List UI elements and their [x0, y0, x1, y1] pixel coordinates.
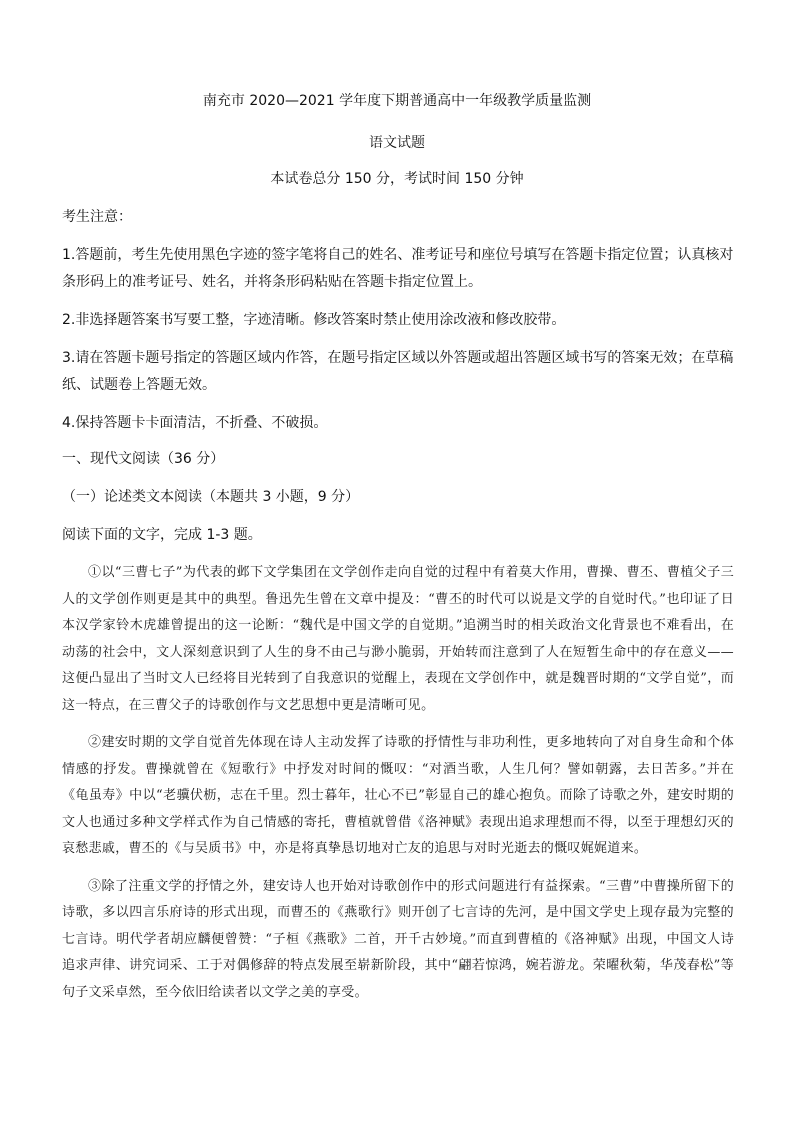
notice-item: 3.请在答题卡题号指定的答题区域内作答，在题号指定区域以外答题或超出答题区域书写的答案无效；在草稿纸、试题卷上答题无效。: [62, 350, 734, 393]
passage-paragraph: ①以“三曹七子”为代表的邺下文学集团在文学创作走向自觉的过程中有着莫大作用，曹操、曹丕、曹植父子三人的文学创作则更是其中的典型。鲁迅先生曾在文章中提及：“曹丕的时代可以说是文学的自觉时代。”也印证了日本汉学家铃木虎雄曾提出的这一论断：“魏代是中国文学的自觉期。”追溯当时的相关政治文化背景也不难看出，在动荡的社会中，文人深刻意识到了人生的身不由己与渺小脆弱，开始转而注意到了人在短暂生命中的存在意义——这便凸显出了当时文人已经将目光转到了自我意识的觉醒上，表现在文学创作中，就是魏晋时期的“文学自觉”，而这一特点，在三曹父子的诗歌创作与文艺思想中更是清晰可见。: [62, 565, 734, 713]
notice-heading: 考生注意：: [62, 209, 132, 225]
notice-item: 1.答题前，考生先使用黑色字迹的签字笔将自己的姓名、准考证号和座位号填写在答题卡指定位置；认真核对条形码上的准考证号、姓名，并将条形码粘贴在答题卡指定位置上。: [62, 247, 734, 290]
exam-subtitle: 语文试题: [369, 135, 425, 151]
notice-item: 4.保持答题卡卡面清洁，不折叠、不破损。: [62, 415, 328, 431]
exam-info: 本试卷总分 150 分，考试时间 150 分钟: [270, 171, 524, 187]
exam-title: 南充市 2020—2021 学年度下期普通高中一年级教学质量监测: [202, 93, 592, 109]
section-heading: 一、现代文阅读（36 分）: [62, 451, 225, 467]
notice-item: 2.非选择题答案书写要工整，字迹清晰。修改答案时禁止使用涂改液和修改胶带。: [62, 312, 566, 328]
reading-instruction: 阅读下面的文字，完成 1-3 题。: [62, 527, 262, 543]
notice-list: [62, 242, 734, 448]
reading-passage: [62, 560, 734, 1017]
passage-paragraph: ②建安时期的文学自觉首先体现在诗人主动发挥了诗歌的抒情性与非功利性，更多地转向了对自身生命和个体情感的抒发。曹操就曾在《短歌行》中抒发对时间的慨叹：“对酒当歌，人生几何？譬如朝露，去日苦多。”并在《龟虽寿》中以“老骥伏枥，志在千里。烈士暮年，壮心不已”彰显自己的雄心抱负。而除了诗歌之外，建安时期的文人也通过多种文学样式作为自己情感的寄托，曹植就曾借《洛神赋》表现出追求理想而不得，以至于理想幻灭的哀愁悲戚，曹丕的《与吴质书》中，亦是将真挚恳切地对亡友的追思与对时光逝去的慨叹娓娓道来。: [62, 735, 734, 856]
passage-paragraph: ③除了注重文学的抒情之外，建安诗人也开始对诗歌创作中的形式问题进行有益探索。“三曹”中曹操所留下的诗歌，多以四言乐府诗的形式出现，而曹丕的《燕歌行》则开创了七言诗的先河，是中国文学史上现存最为完整的七言诗。明代学者胡应麟便曾赞：“子桓《燕歌》二首，开千古妙境。”而直到曹植的《洛神赋》出现，中国文人诗追求声律、讲究词采、工于对偶修辞的特点发展至崭新阶段，其中“翩若惊鸿，婉若游龙。荣曜秋菊，华茂春松”等句子文采卓然，至今依旧给读者以文学之美的享受。: [62, 878, 734, 1000]
subsection-heading: （一）论述类文本阅读（本题共 3 小题，9 分）: [62, 489, 360, 505]
